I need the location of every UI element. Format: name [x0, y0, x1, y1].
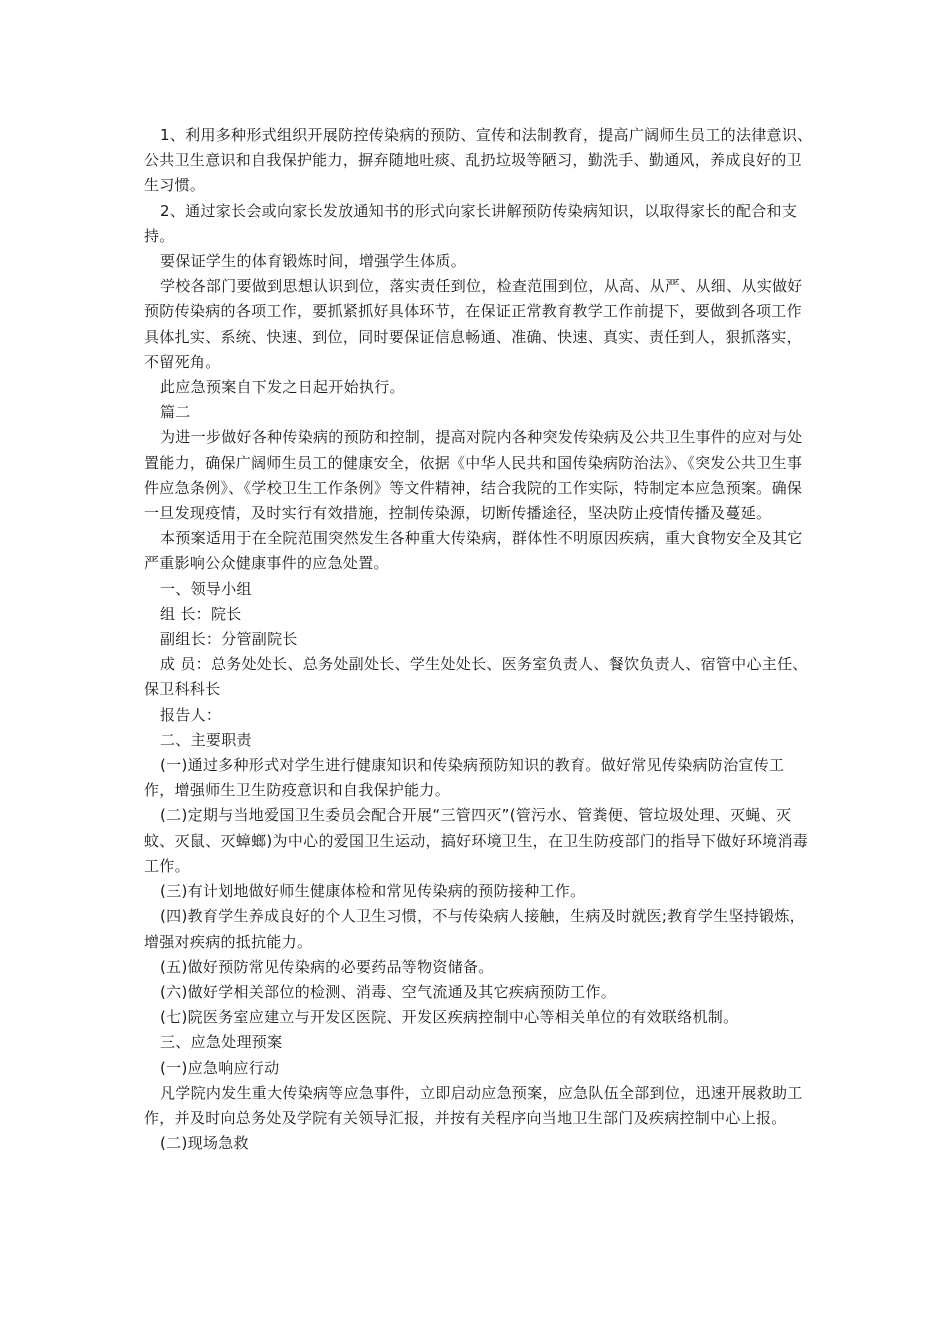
paragraph: (二)定期与当地爱国卫生委员会配合开展“三管四灭”(管污水、管粪便、管垃圾处理、灭蝇、灭蚊、灭鼠、灭蟑螂)为中心的爱国卫生运动，搞好环境卫生，在卫生防疫部门的指导下做好环境消毒工作。	[144, 806, 809, 875]
paragraph: 此应急预案自下发之日起开始执行。	[160, 378, 405, 397]
paragraph: 学校各部门要做到思想认识到位，落实责任到位，检查范围到位，从高、从严、从细、从实做好预防传染病的各项工作，要抓紧抓好具体环节，在保证正常教育教学工作前提下，要做到各项工作具体扎实、系统、快速、到位，同时要保证信息畅通、准确、快速、真实、责任到人，狠抓落实，不留死角。	[144, 277, 803, 371]
paragraph: (五)做好预防常见传染病的必要药品等物资储备。	[160, 957, 494, 976]
section-heading: 三、应急处理预案	[160, 1033, 283, 1052]
paragraph: 1、利用多种形式组织开展防控传染病的预防、宣传和法制教育，提高广阔师生员工的法律意识、公共卫生意识和自我保护能力，摒弃随地吐痰、乱扔垃圾等陋习，勤洗手、勤通风，养成良好的卫生习惯。	[144, 126, 813, 195]
paragraph: (四)教育学生养成良好的个人卫生习惯，不与传染病人接触，生病及时就医;教育学生坚持锻炼，增强对疾病的抵抗能力。	[144, 907, 805, 951]
paragraph: (三)有计划地做好师生健康体检和常见传染病的预防接种工作。	[160, 882, 586, 901]
document-body	[144, 123, 814, 1156]
paragraph: 副组长：分管副院长	[160, 630, 298, 649]
subsection-heading: (一)应急响应行动	[160, 1058, 280, 1077]
paragraph: 凡学院内发生重大传染病等应急事件，立即启动应急预案，应急队伍全部到位，迅速开展救助工作，并及时向总务处及学院有关领导汇报，并按有关程序向当地卫生部门及疾病控制中心上报。	[144, 1083, 803, 1127]
subsection-heading: (二)现场急救	[160, 1134, 249, 1153]
paragraph: 组 长：院长	[160, 604, 242, 623]
paragraph: (六)做好学相关部位的检测、消毒、空气流通及其它疾病预防工作。	[160, 982, 617, 1001]
paragraph: 成 员：总务处处长、总务处副处长、学生处处长、医务室负责人、餐饮负责人、宿管中心主任、保卫科科长	[144, 655, 808, 699]
paragraph: 要保证学生的体育锻炼时间，增强学生体质。	[160, 252, 467, 271]
paragraph: (七)院医务室应建立与开发区医院、开发区疾病控制中心等相关单位的有效联络机制。	[160, 1008, 739, 1027]
paragraph: 为进一步做好各种传染病的预防和控制，提高对院内各种突发传染病及公共卫生事件的应对与处置能力，确保广阔师生员工的健康安全，依据《中华人民共和国传染病防治法》、《突发公共卫生事件应急条例》、《学校卫生工作条例》等文件精神，结合我院的工作实际，特制定本应急预案。确保一旦发现疫情，及时实行有效措施，控制传染源，切断传播途径，坚决防止疫情传播及蔓延。	[144, 428, 803, 523]
section-heading: 篇二	[160, 403, 191, 422]
paragraph: (一)通过多种形式对学生进行健康知识和传染病预防知识的教育。做好常见传染病防治宣传工作，增强师生卫生防疫意识和自我保护能力。	[144, 756, 785, 800]
section-heading: 二、主要职责	[160, 730, 252, 749]
section-heading: 一、领导小组	[160, 579, 252, 598]
paragraph: 本预案适用于在全院范围突然发生各种重大传染病，群体性不明原因疾病，重大食物安全及其它严重影响公众健康事件的应急处置。	[144, 529, 803, 573]
paragraph: 报告人：	[160, 705, 222, 724]
paragraph: 2、通过家长会或向家长发放通知书的形式向家长讲解预防传染病知识，以取得家长的配合和支持。	[144, 201, 798, 245]
